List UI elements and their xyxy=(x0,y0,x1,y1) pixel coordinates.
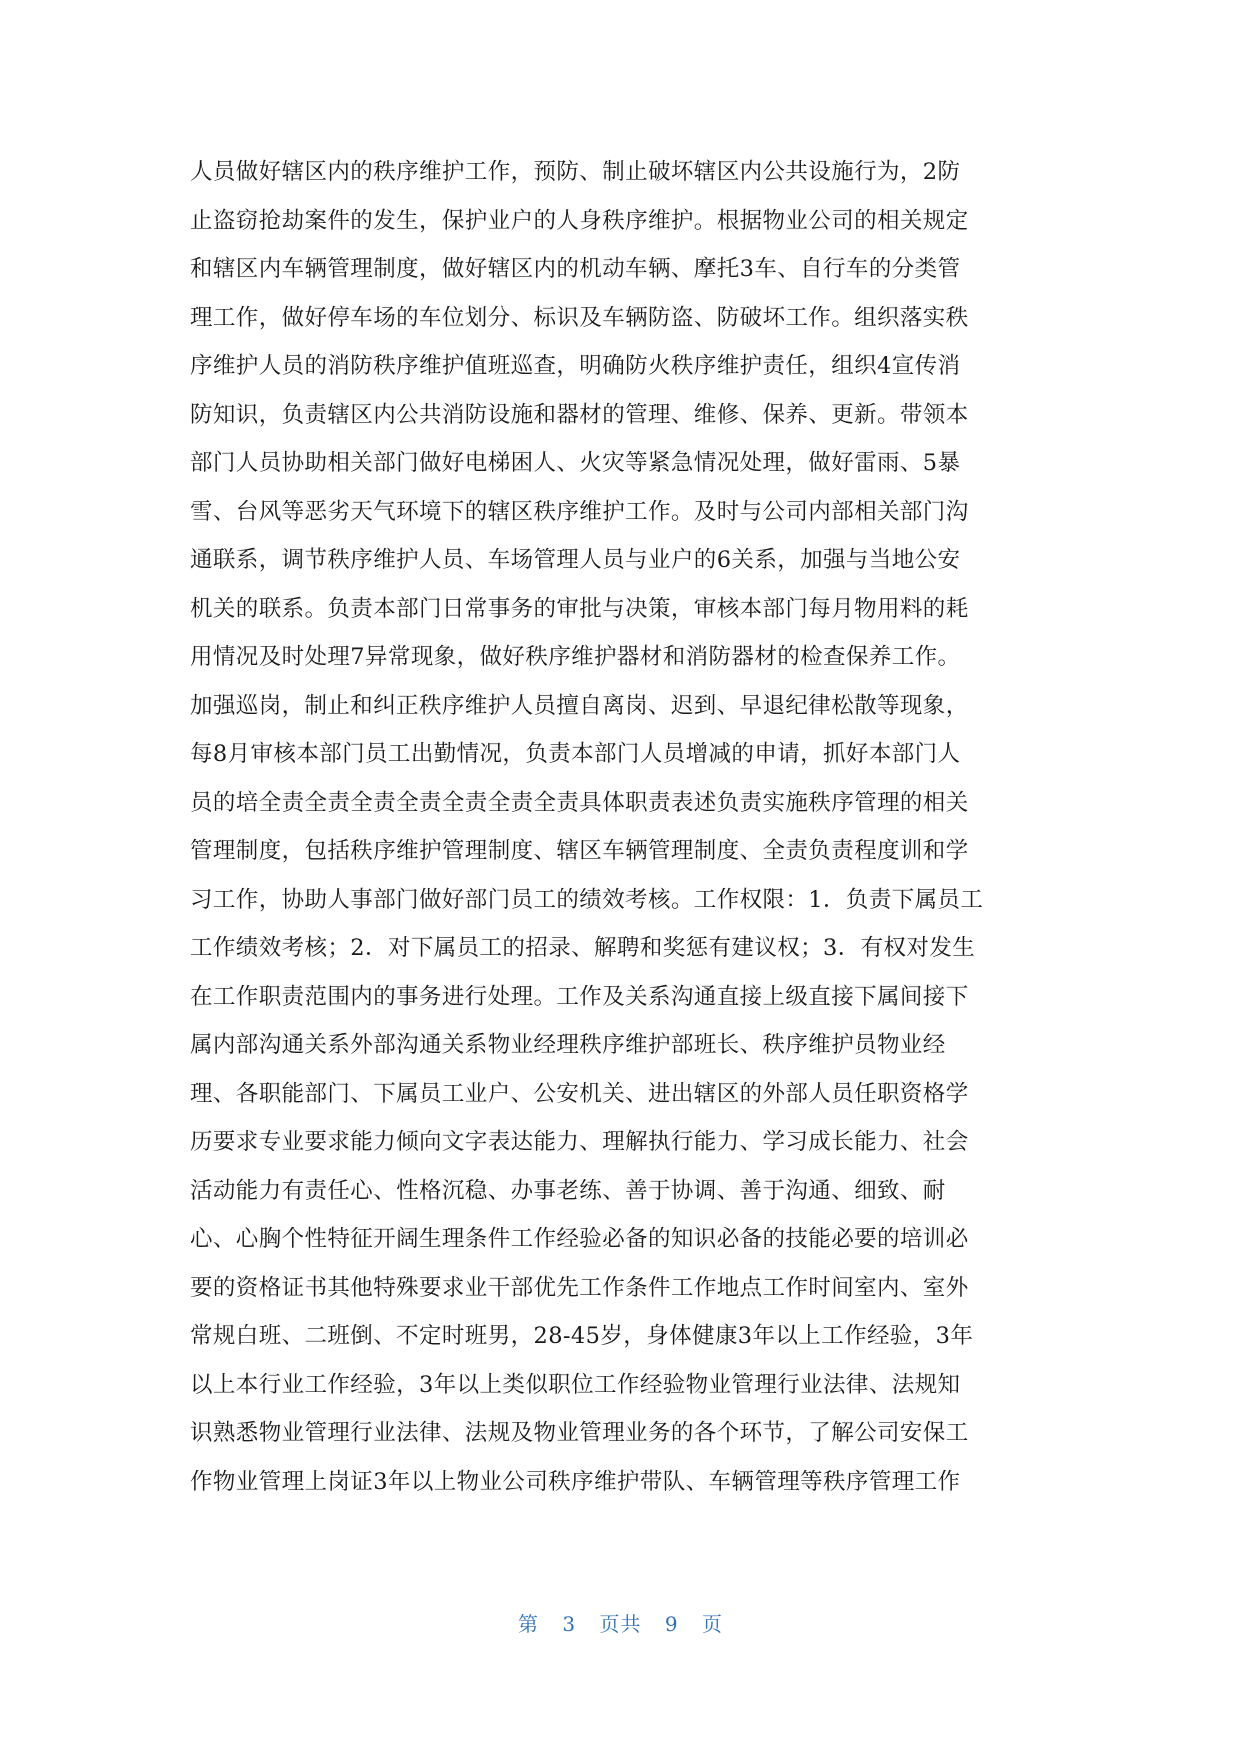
page-label-suffix: 页 xyxy=(701,1612,723,1636)
text-line: 防知识，负责辖区内公共消防设施和器材的管理、维修、保养、更新。带领本 xyxy=(190,401,969,428)
text-line: 在工作职责范围内的事务进行处理。工作及关系沟通直接上级直接下属间接下 xyxy=(190,983,969,1010)
text-line: 序维护人员的消防秩序维护值班巡查，明确防火秩序维护责任，组织4宣传消 xyxy=(190,353,961,379)
text-line: 每8月审核本部门员工出勤情况，负责本部门人员增减的申请，抓好本部门人 xyxy=(190,741,961,767)
text-line: 心、心胸个性特征开阔生理条件工作经验必备的知识必备的技能必要的培训必 xyxy=(190,1226,969,1252)
text-line: 管理制度，包括秩序维护管理制度、辖区车辆管理制度、全责负责程度训和学 xyxy=(190,838,969,864)
total-pages-number: 9 xyxy=(664,1612,679,1636)
text-line: 员的培全责全责全责全责全责全责全责具体职责表述负责实施秩序管理的相关 xyxy=(190,789,969,816)
text-line: 要的资格证书其他特殊要求业干部优先工作条件工作地点工作时间室内、室外 xyxy=(190,1274,969,1301)
text-line: 历要求专业要求能力倾向文字表达能力、理解执行能力、学习成长能力、社会 xyxy=(190,1129,969,1155)
current-page-number: 3 xyxy=(562,1612,577,1636)
text-line: 用情况及时处理7异常现象，做好秩序维护器材和消防器材的检查保养工作。 xyxy=(190,644,961,670)
text-line: 和辖区内车辆管理制度，做好辖区内的机动车辆、摩托3车、自行车的分类管 xyxy=(190,256,961,282)
text-line: 人员做好辖区内的秩序维护工作，预防、制止破坏辖区内公共设施行为，2防 xyxy=(190,159,961,185)
text-line: 雪、台风等恶劣天气环境下的辖区秩序维护工作。及时与公司内部相关部门沟 xyxy=(190,498,969,525)
page-label-middle: 页共 xyxy=(599,1612,642,1636)
text-line: 常规白班、二班倒、不定时班男，28-45岁，身体健康3年以上工作经验，3年 xyxy=(190,1323,974,1349)
text-line: 以上本行业工作经验，3年以上类似职位工作经验物业管理行业法律、法规知 xyxy=(190,1371,961,1398)
text-line: 活动能力有责任心、性格沉稳、办事老练、善于协调、善于沟通、细致、耐 xyxy=(190,1177,946,1204)
text-line: 理、各职能部门、下属员工业户、公安机关、进出辖区的外部人员任职资格学 xyxy=(190,1080,969,1107)
text-line: 识熟悉物业管理行业法律、法规及物业管理业务的各个环节，了解公司安保工 xyxy=(190,1420,969,1446)
text-line: 属内部沟通关系外部沟通关系物业经理秩序维护部班长、秩序维护员物业经 xyxy=(190,1032,946,1058)
page-footer xyxy=(0,1608,1241,1637)
text-line: 作物业管理上岗证3年以上物业公司秩序维护带队、车辆管理等秩序管理工作 xyxy=(190,1468,961,1495)
text-line: 止盗窃抢劫案件的发生，保护业户的人身秩序维护。根据物业公司的相关规定 xyxy=(190,207,969,234)
text-line: 加强巡岗，制止和纠正秩序维护人员擅自离岗、迟到、早退纪律松散等现象， xyxy=(190,692,969,719)
text-line: 工作绩效考核；2．对下属员工的招录、解聘和奖惩有建议权；3．有权对发生 xyxy=(190,935,976,961)
body-text xyxy=(190,148,1070,1506)
text-line: 习工作，协助人事部门做好部门员工的绩效考核。工作权限：1．负责下属员工 xyxy=(190,886,984,913)
text-line: 理工作，做好停车场的车位划分、标识及车辆防盗、防破坏工作。组织落实秩 xyxy=(190,304,969,331)
text-line: 部门人员协助相关部门做好电梯困人、火灾等紧急情况处理，做好雷雨、5暴 xyxy=(190,450,961,476)
text-line: 通联系，调节秩序维护人员、车场管理人员与业户的6关系，加强与当地公安 xyxy=(190,547,961,573)
text-line: 机关的联系。负责本部门日常事务的审批与决策，审核本部门每月物用料的耗 xyxy=(190,595,969,622)
page-label-prefix: 第 xyxy=(518,1612,540,1636)
